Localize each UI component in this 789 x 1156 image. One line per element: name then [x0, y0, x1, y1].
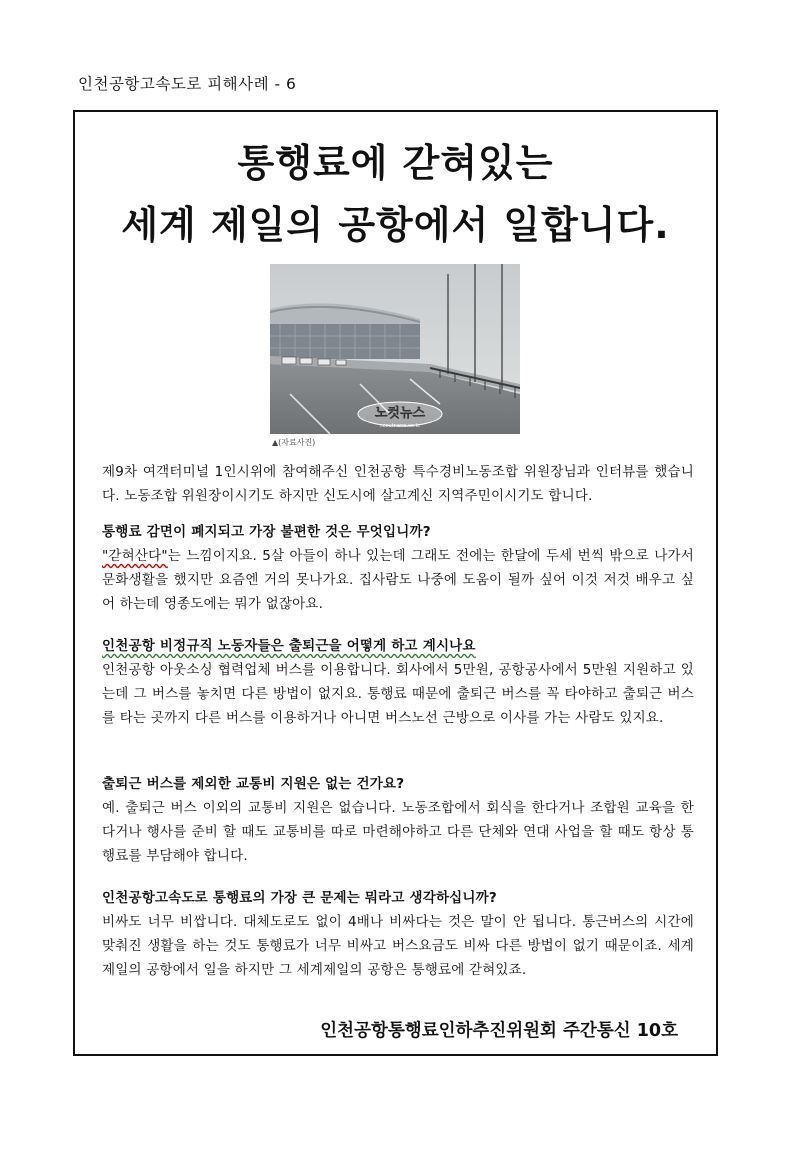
article-frame: [73, 110, 718, 1056]
watermark-subtext: nocutnews.co.kr: [379, 423, 421, 429]
airport-terminal-image: [270, 264, 520, 434]
answer-1: [102, 544, 694, 616]
qa-section-2: [102, 634, 694, 730]
qa-section-3: [102, 772, 694, 868]
answer-3: 예. 출퇴근 버스 이외의 교통비 지원은 없습니다. 노동조합에서 회식을 한다거나 조합원 교육을 한다거나 행사를 준비 할 때도 교통비를 따로 마련해야하고 다른 단체와 연대 사업을 할 때도 항상 통행료를 부담해야 합니다.: [102, 800, 694, 864]
title-line-2: 세계 제일의 공항에서 일합니다.: [121, 203, 670, 247]
question-3: 출퇴근 버스를 제외한 교통비 지원은 없는 건가요?: [102, 776, 405, 792]
answer-1-text: 는 느낌이지요. 5살 아들이 하나 있는데 그래도 전에는 한달에 두세 번씩 밖으로 나가서 문화생활을 했지만 요즘엔 거의 못나가요. 집사람도 나중에 도움이 될까 싶어 이것 저것 배우고 싶어 하는데 영종도에는 뭐가 없잖아요.: [102, 548, 694, 612]
qa-section-1: [102, 520, 694, 616]
question-4: 인천공항고속도로 통행료의 가장 큰 문제는 뭐라고 생각하십니까?: [102, 890, 497, 906]
answer-2: 인천공항 아웃소싱 협력업체 버스를 이용합니다. 회사에서 5만원, 공항공사에서 5만원 지원하고 있는데 그 버스를 놓치면 다른 방법이 없지요. 통행료 때문에 출퇴근 버스를 꼭 타야하고 출퇴근 버스를 타는 곳까지 다른 버스를 이용하거나 아니면 버스노선 근방으로 이사를 가는 사람도 있지요.: [102, 662, 694, 726]
watermark-text: 노컷뉴스: [374, 406, 426, 421]
intro-paragraph: 제9차 여객터미널 1인시위에 참여해주신 인천공항 특수경비노동조합 위원장님과 인터뷰를 했습니다. 노동조합 위원장이시기도 하지만 신도시에 살고계신 지역주민이시기도 합니다.: [102, 464, 694, 504]
question-2-text: 인천공항 비정규직 노동자들은 출퇴근을 어떻게 하고 계시나요: [102, 638, 476, 654]
airport-photo: [270, 264, 520, 434]
question-1: 통행료 감면이 폐지되고 가장 불편한 것은 무엇입니까?: [102, 524, 431, 540]
page-header: 인천공항고속도로 피해사례 - 6: [78, 75, 297, 93]
title-line-1: 통행료에 갇혀있는: [237, 141, 554, 185]
answer-4: 비싸도 너무 비쌉니다. 대체도로도 없이 4배나 비싸다는 것은 말이 안 됩니다. 통근버스의 시간에 맞춰진 생활을 하는 것도 통행료가 너무 비싸고 버스요금도 비싸 다른 방법이 없기 때문이죠. 세계제일의 공항에서 일을 하지만 그 세계제일의 공항은 통행료에 갇혀있죠.: [102, 914, 694, 978]
question-2: [102, 634, 694, 658]
photo-caption: ▲(자료사진): [272, 438, 316, 447]
qa-section-4: [102, 886, 694, 982]
answer-1-quote: "갇혀산다": [102, 548, 168, 564]
footer-publisher: 인천공항통행료인하추진위원회 주간통신 10호: [320, 1021, 678, 1041]
